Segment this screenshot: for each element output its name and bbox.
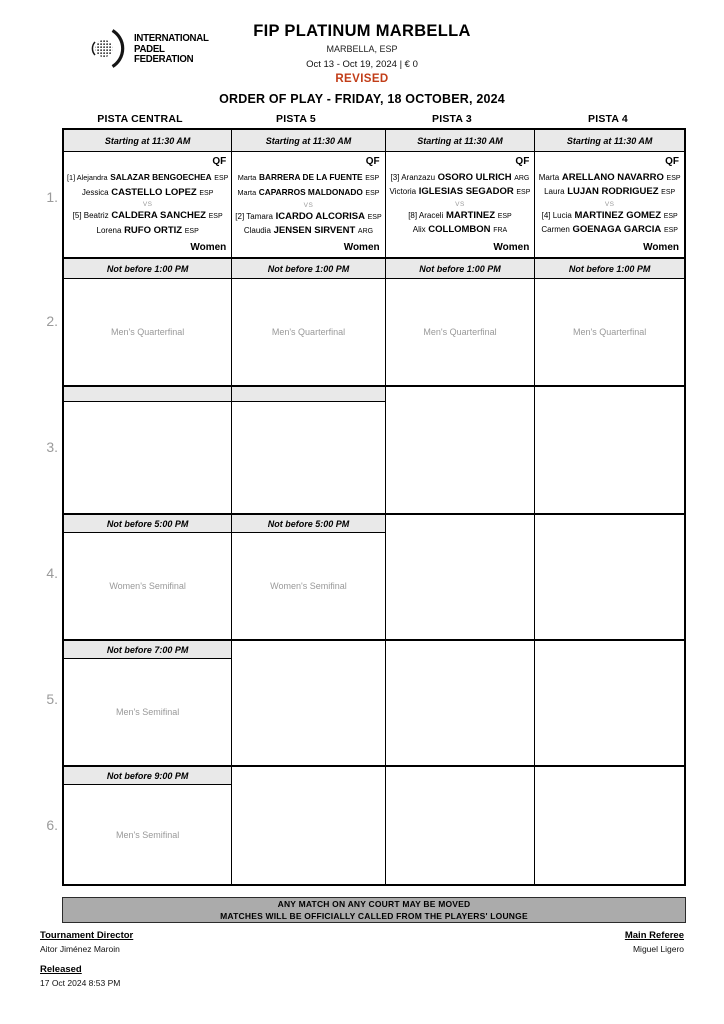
placeholder-match: Men's Semifinal [64, 659, 231, 765]
empty-cell [232, 639, 384, 765]
vs-label: VS [604, 200, 615, 208]
notice-line-1: ANY MATCH ON ANY COURT MAY BE MOVED [277, 899, 471, 909]
placeholder-match: Women's Semifinal [64, 533, 231, 639]
player-line: Laura LUJAN RODRIGUEZ ESP [544, 186, 676, 197]
match-cell [64, 152, 231, 257]
player-line: Claudia JENSEN SIRVENT ARG [243, 225, 374, 236]
revised-badge: REVISED [335, 73, 389, 85]
vs-label: VS [142, 201, 153, 208]
player-line: Marta ARELLANO NAVARRO ESP [538, 171, 681, 183]
placeholder-match: Women's Semifinal [232, 533, 384, 639]
court-label-pista-4: PISTA 4 [588, 113, 628, 125]
start-time-band: Starting at 11:30 AM [386, 130, 535, 152]
tournament-director-name: Aitor Jiménez Maroin [40, 944, 120, 954]
time-band-empty [64, 385, 231, 402]
time-band: Not before 1:00 PM [232, 257, 384, 279]
round-label: QF [365, 156, 380, 167]
placeholder-match: Men's Quarterfinal [64, 279, 231, 385]
empty-cell [386, 385, 535, 513]
column-pista-4 [534, 130, 684, 884]
row-number: 5. [46, 691, 58, 707]
column-pista-3 [385, 130, 535, 884]
released-timestamp: 17 Oct 2024 8:53 PM [40, 978, 121, 988]
court-label-pista-central: PISTA CENTRAL [97, 113, 183, 125]
round-label: QF [665, 156, 679, 167]
logo-line: PADEL [134, 42, 165, 55]
event-dates: Oct 13 - Oct 19, 2024 | € 0 [306, 59, 418, 70]
column-pista-central [64, 130, 231, 884]
player-line: [4] Lucia MARTINEZ GOMEZ ESP [541, 209, 678, 221]
time-band: Not before 1:00 PM [386, 257, 535, 279]
footer-right [625, 930, 684, 954]
time-band: Not before 5:00 PM [64, 513, 231, 533]
player-line: [2] Tamara ICARDO ALCORISA ESP [235, 210, 382, 222]
schedule-table [46, 113, 686, 886]
tournament-director-label: Tournament Director [40, 930, 134, 941]
category-label: Women [493, 242, 530, 253]
player-line: Alix COLLOMBON FRA [412, 224, 508, 235]
time-band: Not before 1:00 PM [64, 257, 231, 279]
notice-line-2: MATCHES WILL BE OFFICIALLY CALLED FROM THE PLAYERS' LOUNGE [220, 911, 528, 921]
court-label-pista-5: PISTA 5 [276, 113, 316, 125]
player-line: Lorena RUFO ORTIZ ESP [96, 224, 199, 236]
round-label: QF [212, 156, 227, 167]
vs-label: VS [303, 201, 314, 209]
row-number: 2. [46, 313, 58, 329]
empty-cell [535, 639, 684, 765]
vs-label: VS [455, 200, 465, 208]
empty-cell [386, 639, 535, 765]
main-referee-label: Main Referee [624, 930, 684, 941]
row-number: 6. [46, 817, 58, 833]
start-time-band: Starting at 11:30 AM [64, 130, 231, 152]
placeholder-match: Men's Quarterfinal [535, 279, 684, 385]
court-header-row [62, 113, 686, 127]
start-time-band: Starting at 11:30 AM [535, 130, 684, 152]
match-cell [232, 152, 384, 257]
placeholder-match: Men's Quarterfinal [386, 279, 535, 385]
match-cell [386, 152, 535, 257]
time-band-empty [232, 385, 384, 402]
time-band: Not before 9:00 PM [64, 765, 231, 785]
logo-line: FEDERATION [134, 53, 194, 66]
player-line: Carmen GOENAGA GARCIA ESP [541, 224, 678, 235]
time-band: Not before 5:00 PM [232, 513, 384, 533]
row-number: 1. [46, 189, 58, 205]
empty-cell [535, 765, 684, 884]
schedule-grid [62, 128, 686, 886]
empty-cell [232, 402, 384, 513]
player-line: [3] Aranzazu OSORO ULRICH ARG [390, 171, 530, 183]
row-number: 4. [46, 565, 58, 581]
event-location: MARBELLA, ESP [326, 44, 398, 54]
empty-cell [64, 402, 231, 513]
empty-cell [386, 513, 535, 639]
player-line: Jessica CASTELLO LOPEZ ESP [81, 186, 214, 198]
notice-banner [62, 897, 686, 923]
event-header [0, 22, 724, 85]
main-referee-name: Miguel Ligero [632, 944, 684, 954]
empty-cell [386, 765, 535, 884]
player-line: [5] Beatriz CALDERA SANCHEZ ESP [72, 210, 223, 221]
column-pista-5 [231, 130, 384, 884]
player-line: [8] Araceli MARTINEZ ESP [408, 209, 512, 221]
empty-cell [535, 385, 684, 513]
logo-line: INTERNATIONAL [134, 32, 209, 45]
player-line: [1] Alejandra SALAZAR BENGOECHEA ESP [67, 172, 229, 182]
event-title: FIP PLATINUM MARBELLA [253, 22, 471, 40]
placeholder-match: Men's Quarterfinal [232, 279, 384, 385]
player-line: Marta CAPARROS MALDONADO ESP [237, 187, 380, 197]
player-line: Victoria IGLESIAS SEGADOR ESP [389, 186, 531, 197]
footer-left [40, 930, 133, 988]
category-label: Women [343, 242, 380, 253]
match-cell [535, 152, 684, 257]
released-label: Released [40, 964, 82, 975]
start-time-band: Starting at 11:30 AM [232, 130, 384, 152]
category-label: Women [643, 242, 679, 253]
round-label: QF [515, 156, 530, 167]
row-number: 3. [46, 439, 58, 455]
court-label-pista-3: PISTA 3 [432, 113, 472, 125]
time-band: Not before 1:00 PM [535, 257, 684, 279]
page-title: ORDER OF PLAY - FRIDAY, 18 OCTOBER, 2024 [219, 92, 505, 106]
player-line: Marta BARRERA DE LA FUENTE ESP [237, 171, 380, 182]
time-band: Not before 7:00 PM [64, 639, 231, 659]
empty-cell [232, 765, 384, 884]
empty-cell [535, 513, 684, 639]
category-label: Women [190, 242, 227, 253]
placeholder-match: Men's Semifinal [64, 785, 231, 884]
